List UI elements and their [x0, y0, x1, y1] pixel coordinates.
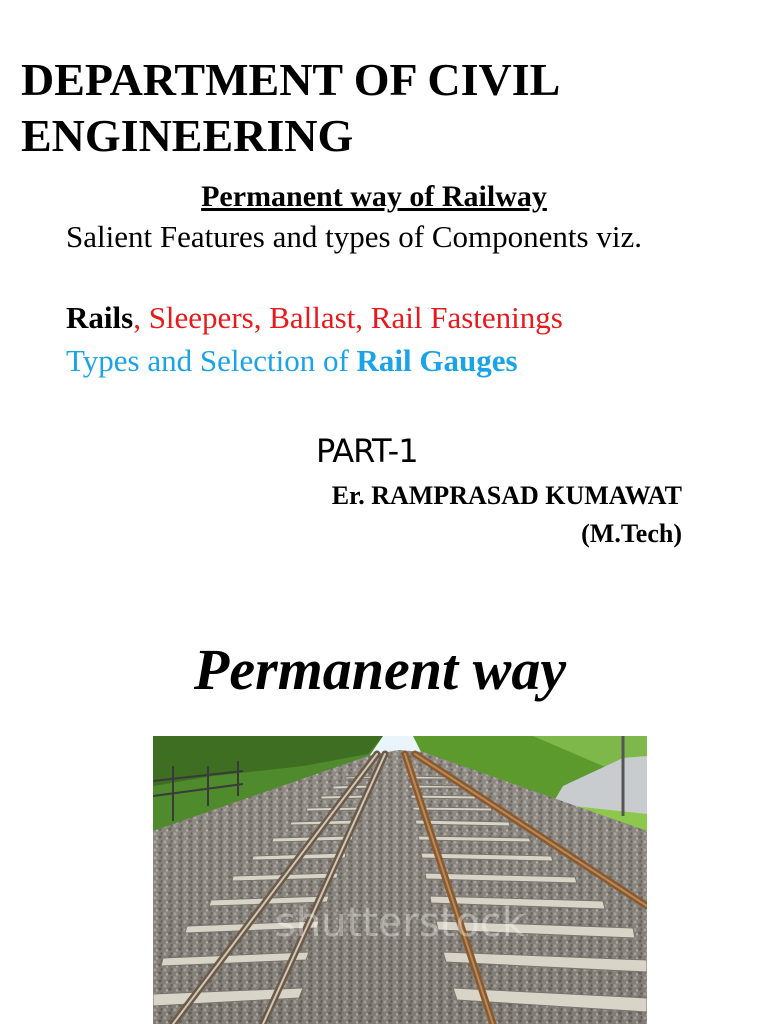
author-name: Er. RAMPRASAD KUMAWAT	[331, 481, 682, 510]
components-line	[66, 300, 563, 336]
watermark-text: shutterstock	[274, 900, 526, 946]
intro-text: Salient Features and types of Components viz.	[66, 219, 642, 254]
author-degree: (M.Tech)	[581, 519, 682, 548]
rail-gauges-label: Rail Gauges	[356, 343, 518, 378]
part-label: PART-1	[316, 432, 418, 470]
department-title-line1: DEPARTMENT OF CIVIL	[21, 54, 561, 105]
section-heading: Permanent way	[193, 637, 567, 702]
railway-track-photo	[153, 736, 647, 1024]
department-title-line2: ENGINEERING	[21, 110, 354, 161]
rails-label: Rails	[66, 300, 134, 335]
gauges-line	[66, 343, 518, 379]
department-title	[21, 52, 741, 164]
components-list: , Sleepers, Ballast, Rail Fastenings	[133, 300, 563, 335]
gauges-prefix: Types and Selection of	[66, 343, 357, 378]
topic-heading: Permanent way of Railway	[201, 180, 547, 213]
